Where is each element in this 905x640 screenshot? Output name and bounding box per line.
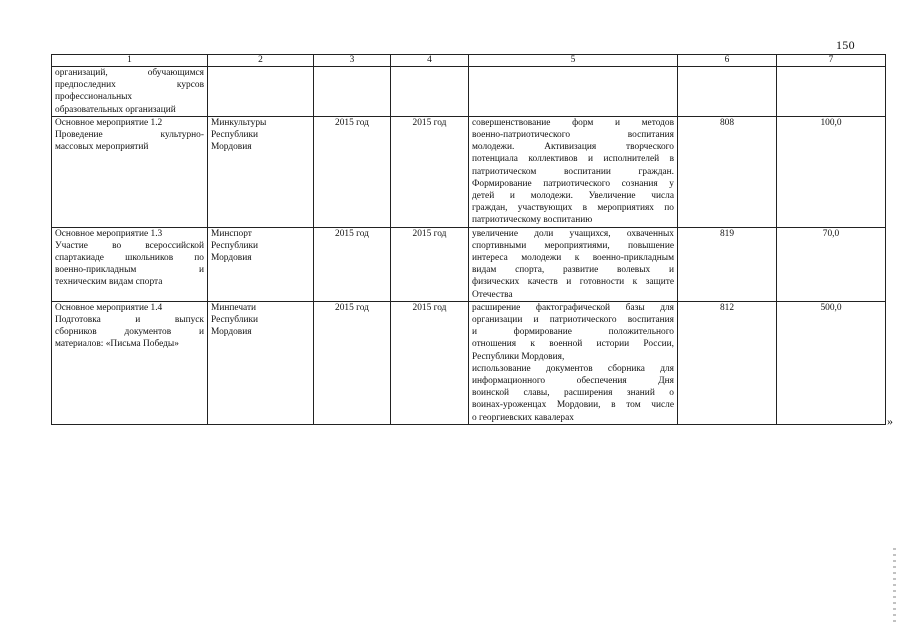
text-line: использование документов сборника для [472,363,674,374]
closing-quote: » [887,414,893,428]
end-year-cell: 2015 год [391,116,469,227]
text-line: Республики [211,130,259,141]
column-number-row [52,55,886,67]
text-line: сборников документов и [55,327,204,338]
amount-cell: 500,0 [777,301,886,424]
text-line: интереса молодежи к военно-прикладным [472,253,674,264]
text-line: патриотическому воспитанию [472,215,593,226]
text-line: увеличение доли учащихся, охваченных [472,228,674,239]
text-line: потенциала коллективов и исполнителей в [472,154,674,165]
table-row [52,227,886,301]
text-line: видам спорта, развитие волевых и [472,265,674,276]
text-line: Участие во всероссийской [55,240,204,251]
budget-code-cell: 808 [678,116,777,227]
text-line: спортивными мероприятиями, повышение [472,240,674,251]
table-row [52,116,886,227]
continuation-row [52,67,886,117]
amount-cell: 70,0 [777,227,886,301]
text-line: Мордовия [211,327,252,338]
text-line: Минкультуры [211,117,267,128]
text-line: физических качеств и готовности к защите [472,277,674,288]
text-line: Основное мероприятие 1.4 [55,302,163,313]
executor-cell [208,67,314,117]
result-cell [469,67,678,117]
text-line: информационного обеспечения Дня [472,376,674,387]
start-year-cell: 2015 год [314,227,391,301]
column-number: 2 [208,55,314,67]
scan-edge-mark [893,548,896,626]
budget-code-cell [678,67,777,117]
text-line: Основное мероприятие 1.2 [55,117,163,128]
executor-cell [208,116,314,227]
text-line: воинской славы, расширения знаний о [472,388,674,399]
text-line: Минспорт [211,228,252,239]
start-year-cell: 2015 год [314,116,391,227]
executor-cell [208,227,314,301]
activity-name-cell [52,67,208,117]
text-line: отношения к военной истории России, [472,339,674,350]
text-line: Республики [211,315,259,326]
activity-name-cell [52,116,208,227]
text-line: военно-патриотического воспитания [472,130,674,141]
result-cell [469,227,678,301]
result-cell [469,301,678,424]
text-line: Основное мероприятие 1.3 [55,228,163,239]
text-line: Мордовия [211,142,252,153]
column-number: 6 [678,55,777,67]
column-number: 5 [469,55,678,67]
text-line: расширение фактографической базы для [472,302,674,313]
executor-cell [208,301,314,424]
column-number: 3 [314,55,391,67]
text-line: детей и молодежи. Увеличение числа [472,191,674,202]
text-line: и формирование положительного [472,327,674,338]
text-line: Проведение культурно- [55,130,204,141]
start-year-cell [314,67,391,117]
text-line: Республики Мордовия, [472,351,565,362]
text-line: организации и патриотического воспитания [472,315,674,326]
activity-name-cell [52,227,208,301]
text-line: Республики [211,240,259,251]
text-line: Формирование патриотического сознания у [472,178,674,189]
column-number: 4 [391,55,469,67]
text-line: воинах-уроженцах Мордовии, в том числе [472,400,674,411]
page-number: 150 [836,38,855,52]
start-year-cell: 2015 год [314,301,391,424]
text-line: массовых мероприятий [55,142,149,153]
column-number: 1 [52,55,208,67]
text-line: материалов: «Письма Победы» [55,339,179,350]
text-line: Отечества [472,289,513,300]
budget-code-cell: 812 [678,301,777,424]
text-line: о георгиевских кавалерах [472,412,574,423]
column-number: 7 [777,55,886,67]
text-line: молодежи. Активизация творческого [472,142,674,153]
text-line: граждан, участвующих в мероприятиях по [472,203,674,214]
table-row [52,301,886,424]
end-year-cell: 2015 год [391,301,469,424]
text-line: военно-прикладным и [55,265,204,276]
program-activities-table [51,54,886,425]
text-line: Подготовка и выпуск [55,315,204,326]
text-line: Мордовия [211,253,252,264]
budget-code-cell: 819 [678,227,777,301]
text-line: Минпечати [211,302,257,313]
result-cell [469,116,678,227]
text-line: совершенствование форм и методов [472,117,674,128]
activity-name-cell [52,301,208,424]
text-line: образовательных организаций [55,104,176,115]
text-line: профессиональных [55,92,133,103]
text-line: патриотическом воспитании граждан. [472,166,674,177]
text-line: организаций, обучающимся [55,68,204,78]
amount-cell [777,67,886,117]
amount-cell: 100,0 [777,116,886,227]
text-line: предпоследних курсов [55,80,204,91]
end-year-cell [391,67,469,117]
text-line: спартакиаде школьников по [55,253,204,264]
end-year-cell: 2015 год [391,227,469,301]
text-line: техническим видам спорта [55,277,163,288]
